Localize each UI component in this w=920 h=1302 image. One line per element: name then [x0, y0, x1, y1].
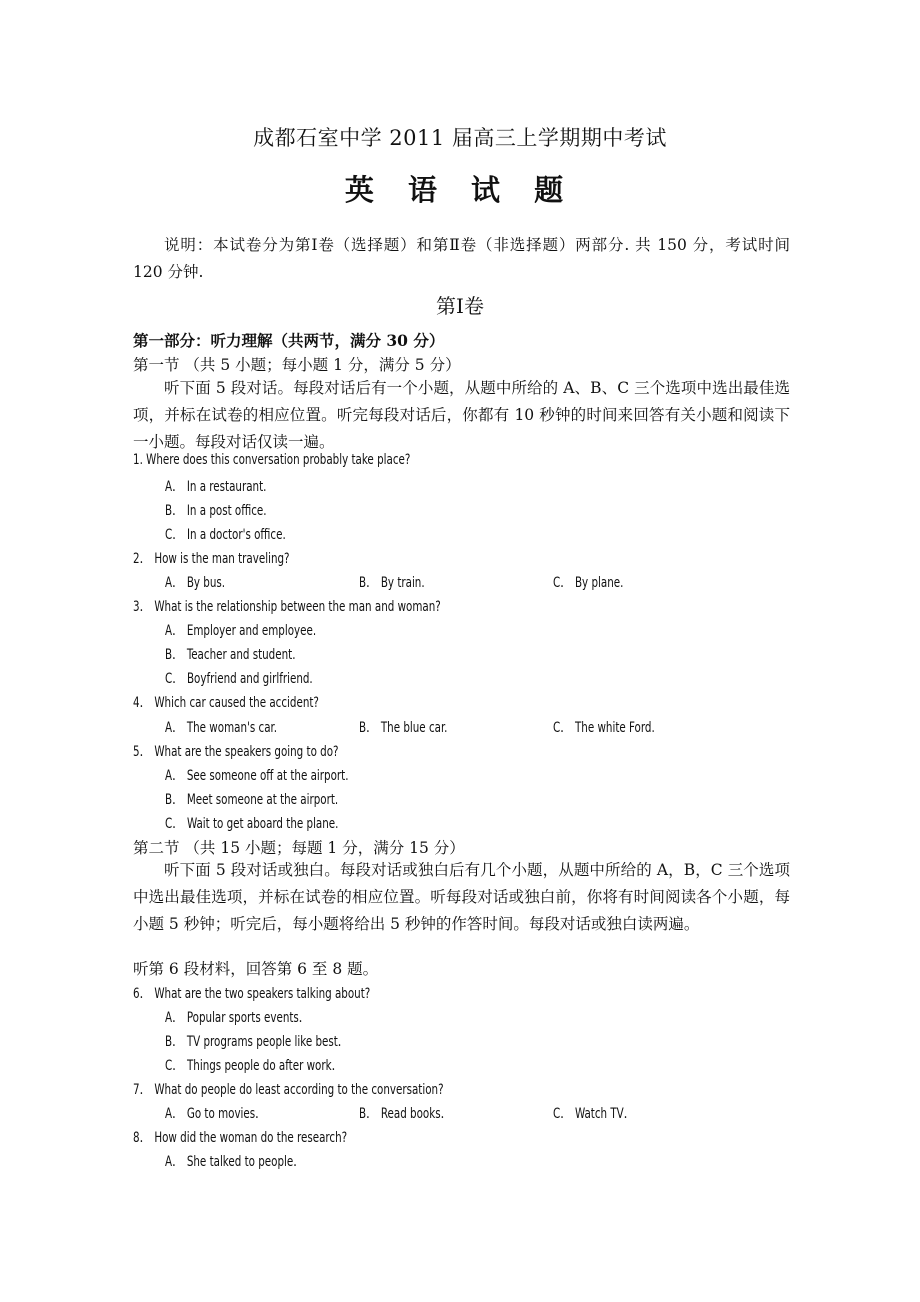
option-8a: A． She talked to people．: [165, 1154, 305, 1170]
option-6b: B． TV programs people like best．: [165, 1034, 350, 1050]
exam-instructions: 说明：本试卷分为第Ⅰ卷（选择题）和第Ⅱ卷（非选择题）两部分. 共 150 分，考试时间 120 分钟.: [133, 236, 790, 281]
question-4: 4． Which car caused the accident?: [133, 695, 319, 711]
question-1: 1. Where does this conversation probably take place?: [133, 452, 411, 468]
question-2: 2． How is the man traveling?: [133, 551, 290, 567]
exam-subtitle: 英 语 试 题: [344, 173, 576, 207]
part1-heading: 第一部分：听力理解（共两节，满分 30 分）: [133, 331, 445, 350]
exam-title: 成都石室中学 2011 届高三上学期期中考试: [253, 126, 667, 150]
option-2a: A． By bus.: [165, 575, 226, 591]
option-4c: C． The white Ford.: [553, 720, 655, 736]
question-3: 3． What is the relationship between the man and woman?: [133, 599, 441, 615]
option-5b: B． Meet someone at the airport.: [165, 792, 339, 808]
option-1a: A． In a restaurant.: [165, 479, 267, 495]
option-6c: C． Things people do after work．: [165, 1058, 344, 1074]
option-4a: A． The woman's car.: [165, 720, 277, 736]
volume-heading: 第Ⅰ卷: [436, 294, 484, 318]
option-2c: C． By plane.: [553, 575, 624, 591]
option-3c: C． Boyfriend and girlfriend.: [165, 671, 313, 687]
question-6: 6． What are the two speakers talking about?: [133, 986, 371, 1002]
option-3a: A． Employer and employee.: [165, 623, 317, 639]
option-5c: C． Wait to get aboard the plane.: [165, 816, 339, 832]
section1-instructions: 听下面 5 段对话。每段对话后有一个小题，从题中所给的 A、B、C 三个选项中选出最佳选项，并标在试卷的相应位置。听完每段对话后，你都有 10 秒钟的时间来回答有关小题和阅读下一小题。每段对话仅读一遍。: [133, 379, 790, 451]
section2-heading: 第二节 （共 15 小题；每题 1 分，满分 15 分）: [133, 839, 465, 857]
question-8: 8． How did the woman do the research?: [133, 1130, 348, 1146]
material-6-heading: 听第 6 段材料，回答第 6 至 8 题。: [133, 960, 379, 978]
section2-instructions: 听下面 5 段对话或独白。每段对话或独白后有几个小题，从题中所给的 A，B，C 三个选项中选出最佳选项，并标在试卷的相应位置。听每段对话或独白前，你将有时间阅读各个小题，每小题 5 秒钟；听完后，每小题将给出 5 秒钟的作答时间。每段对话或独白读两遍。: [133, 861, 790, 933]
option-1b: B． In a post office.: [165, 503, 267, 519]
option-2b: B． By train.: [359, 575, 425, 591]
option-6a: A． Popular sports events．: [165, 1010, 311, 1026]
option-7b: B． Read books．: [359, 1106, 453, 1122]
question-7: 7． What do people do least according to the conversation?: [133, 1082, 444, 1098]
option-3b: B． Teacher and student.: [165, 647, 296, 663]
question-5: 5． What are the speakers going to do?: [133, 744, 339, 760]
option-7c: C． Watch TV．: [553, 1106, 636, 1122]
option-1c: C． In a doctor's office.: [165, 527, 286, 543]
section1-heading: 第一节 （共 5 小题；每小题 1 分，满分 5 分）: [133, 356, 461, 374]
option-4b: B． The blue car.: [359, 720, 448, 736]
option-7a: A． Go to movies．: [165, 1106, 267, 1122]
option-5a: A． See someone off at the airport.: [165, 768, 349, 784]
